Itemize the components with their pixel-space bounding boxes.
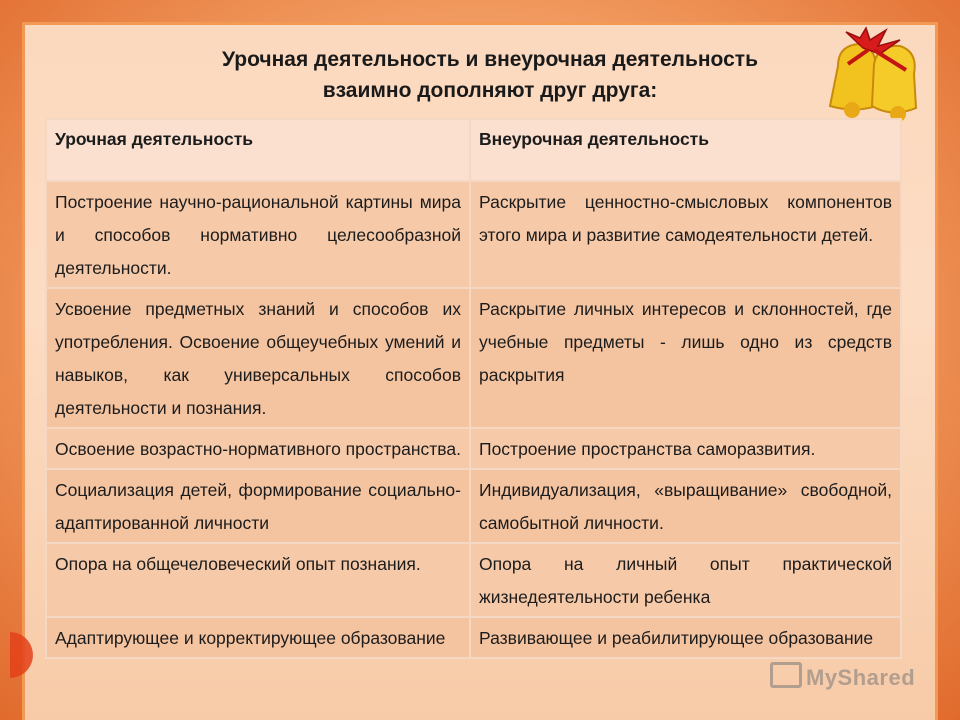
- table-cell: Раскрытие ценностно-смысловых компонентов этого мира и развитие самодеятельности детей.: [470, 181, 901, 288]
- slide-title: [120, 44, 860, 106]
- watermark-logo-icon: [770, 662, 802, 688]
- comparison-table: [45, 118, 902, 659]
- table-cell: Опора на личный опыт практической жизнедеятельности ребенка: [470, 543, 901, 617]
- table-row: [46, 181, 901, 288]
- table-cell: Развивающее и реабилитирующее образование: [470, 617, 901, 658]
- table-row: [46, 617, 901, 658]
- table-cell: Освоение возрастно-нормативного пространства.: [46, 428, 470, 469]
- table-cell: Социализация детей, формирование социально-адаптированной личности: [46, 469, 470, 543]
- table-cell: Раскрытие личных интересов и склонностей, где учебные предметы - лишь одно из средств раскрытия: [470, 288, 901, 428]
- table-cell: Построение научно-рациональной картины мира и способов нормативно целесообразной деятельности.: [46, 181, 470, 288]
- table-cell: Усвоение предметных знаний и способов их употребления. Освоение общеучебных умений и навыков, как универсальных способов деятельности и познания.: [46, 288, 470, 428]
- watermark-text: MyShared: [806, 665, 916, 690]
- table-cell: Построение пространства саморазвития.: [470, 428, 901, 469]
- table-cell: Индивидуализация, «выращивание» свободной, самобытной личности.: [470, 469, 901, 543]
- table-cell: Адаптирующее и корректирующее образование: [46, 617, 470, 658]
- table-row: [46, 543, 901, 617]
- corner-ornament: [10, 615, 50, 695]
- title-line-2: взаимно дополняют друг друга:: [322, 79, 658, 102]
- column-header-extracurricular: Внеурочная деятельность: [470, 119, 901, 181]
- column-header-lesson: Урочная деятельность: [46, 119, 470, 181]
- table-cell: Опора на общечеловеческий опыт познания.: [46, 543, 470, 617]
- christmas-bells-icon: [808, 26, 938, 126]
- table-header-row: [46, 119, 901, 181]
- table-row: [46, 428, 901, 469]
- watermark: [770, 662, 915, 691]
- title-line-1: Урочная деятельность и внеурочная деятельность: [222, 48, 758, 71]
- table-row: [46, 469, 901, 543]
- table-row: [46, 288, 901, 428]
